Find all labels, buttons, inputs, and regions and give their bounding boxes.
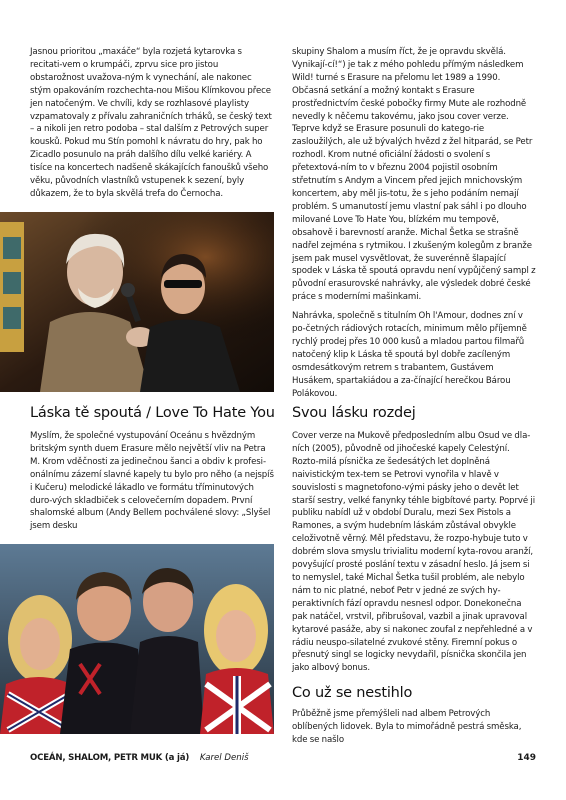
left-column-top-text — [30, 46, 274, 201]
photo-image — [0, 212, 274, 392]
paragraph: Průběžně jsme přemýšleli nad albem Petrových oblíbených lidovek. Byla to mimořádně pestrá směska, kde se našlo — [292, 709, 522, 745]
photo-singers-with-microphone — [0, 212, 274, 392]
page-number: 149 — [517, 753, 536, 763]
section-heading: Co už se nestihlo — [292, 685, 413, 701]
footer-book-title: OCEÁN, SHALOM, PETR MUK (a já) — [30, 753, 190, 763]
right-column-top-text — [292, 46, 536, 400]
section-text — [292, 430, 536, 675]
photo-image — [0, 544, 274, 734]
paragraph: skupiny Shalom a musím říct, že je opravdu skvělá. Vynikají-cí!“) je tak z mého pohledu přímým následkem Wild! turné s Erasure na přelomu let 1989 a 1990. Občasná setkání a možný kontakt s Erasure prostřednictvím české pobočky firmy Mute ale rozhodně nevedly k něčemu takovému, jako jsou cover verze. Teprve když se Erasure posunuli do katego-rie zasloužilých, ale už bývalých hvězd z žel hitparád, se Petr rozhodl. Krom nutné oficiální žádosti o svolení s přetextová-ním to v březnu 2004 pojistil osobním střetnutím s Andym a Vincem před jejich mnichovským koncertem, aby měl jis-totu, že s jeho podáním nemají problém. S umanutostí jemu vlastní pak sáhl i po dlouho milované Love To Hate You, blízkém mu tempově, obsahově i barevností aranže. Michal Šetka se strašně nadřel zejména s rytmikou. I zkušeným kolegům z branže jsem pak musel vysvětlovat, že suverénně šlapající spodek v Láska tě spoutá opravdu není vypůjčený sampl z původní erasurovské nahrávky, ale výsledek dobré české práce s moderními mašinkami. — [292, 47, 536, 303]
section-text — [292, 708, 536, 747]
photo-band-union-jack — [0, 544, 274, 734]
section-heading: Svou lásku rozdej — [292, 405, 416, 421]
section-text — [30, 430, 274, 533]
paragraph: Cover verze na Mukově předposledním albu Osud ve dla-ních (2005), původně od jihočeské kapely Celestýní. Rozto-milá písnička ze šedesátých let doplněná naivistickým tex-tem se Petrovi vynořila v hlavě v souvislosti s magnetofono-vými pásky jeho o devět let starší sestry, velké fanynky téhle bigbítové party. Poprvé ji publiku nabídl už v období Duralu, mezi Sex Pistols a Ramones, a svým hudebním láskám zůstával obvykle celoživotně věrný. Měl představu, že rozpo-hybuje tuto v dobrém slova smyslu trivialitu moderní kyta-rovou aranží, povyšující prosté poslání textu v zásadní heslo. Já jsem si to nemyslel, také Michal Šetka tušil problém, ale nebylo nám to nic platné, neboť Petr v jedné ze svých hy-peraktivních fází opravdu nesnesl odpor. Donekonečna pak natáčel, vrstvil, přibrušoval, vazbil a jinak upravoval kytarové pasáže, aby si nakonec zoufal z nepřehledné a v rádiu neuspo-silatelné zvukové stěny. Firemní pokus o přesnutý singl se logicky nevydařil, písnička skončila jen jako albový bonus. — [292, 431, 535, 674]
section-heading: Láska tě spoutá / Love To Hate You — [30, 405, 275, 421]
paragraph: Myslím, že společné vystupování Oceánu s hvězdným britským synth duem Erasure mělo největší vliv na Petra M. Krom vděčnosti za jedinečnou šanci a obdiv k profesi-onálnímu zázemí slavné kapely tu bylo pro něho (a nejspíš i Kučeru) melodické lákadlo ve formátu tříminutových duro-vých skladbiček s celovečerním dopadem. První shalomské album (Andy Bellem pochválené slovy: „Slyšel jsem desku — [30, 431, 274, 532]
page-footer — [30, 753, 536, 767]
paragraph: Jasnou prioritou „maxáče“ byla rozjetá kytarovka s recitati-vem o krumpáči, zprvu sice pro jistou obstarožnost uvažova-ným k vynechání, ale nakonec stým opakováním rozchechta-nou Mišou Klímkovou přece jen natočeným. Ve chvíli, kdy se rozhlasové playlisty vzpamatovaly z přívalu zahraničních trháků, se český text – a nikoli jen retro podoba – stal dalším z Petrových super kousků. Pokud mu Stín pomohl k návratu do hry, pak ho Zicadlo posunulo na práh dalšího dílu velké kariéry. A tisíce na koncertech nadšeně skákajících fanoušků všeho věku, původních vlastníků vstupenek k sezení, byly důkazem, že to byla skvělá trefa do Černocha. — [30, 47, 272, 199]
footer-author: Karel Deniš — [199, 753, 249, 763]
paragraph: Nahrávka, společně s titulním Oh l'Amour, dodnes zní v po-četných rádiových rotacích, minimum mělo příjemně rychlý prodej přes 10 000 kusů a mladou partou filmařů natočený klip k Láska tě spoutá byl dobře zacíleným osmdesátkovým retrem s trabantem, Gustávem Husákem, spartakiádou a za-čínající herečkou Bárou Polákovou. — [292, 311, 527, 399]
